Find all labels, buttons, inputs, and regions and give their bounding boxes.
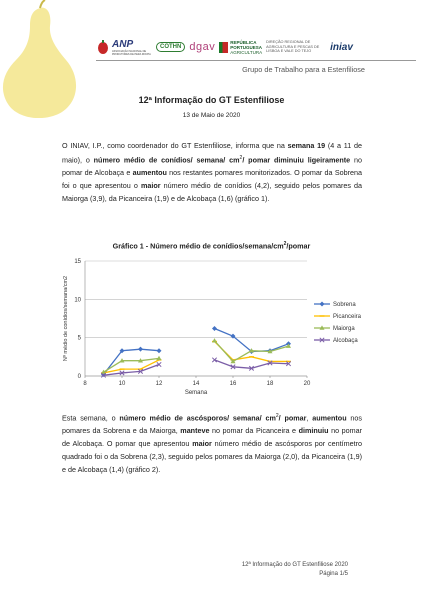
legend-item — [314, 302, 356, 309]
group-name: Grupo de Trabalho para a Estenfiliose — [242, 65, 365, 74]
anp-logo: ANP ASSOCIAÇÃO NACIONAL DE PRODUTORES DE PERA ROCHA — [96, 37, 152, 57]
x-tick-label: 8 — [83, 381, 87, 387]
y-axis-label: Nº médio de conídios/semana/cm2 — [63, 275, 69, 362]
series-line — [215, 328, 289, 351]
data-point — [157, 348, 162, 353]
x-tick-label: 16 — [229, 381, 237, 387]
data-point — [212, 338, 217, 342]
y-tick-label: 10 — [74, 297, 81, 304]
dgadr-logo: DIREÇÃO REGIONAL DE AGRICULTURA E PESCAS DE LISBOA E VALE DO TEJO — [266, 40, 320, 54]
iniav-logo: iniav — [330, 41, 353, 53]
x-tick-label: 10 — [118, 381, 126, 387]
footer-page: Página 1/5 — [319, 571, 348, 577]
series-line — [104, 365, 160, 376]
series-line — [104, 358, 160, 372]
x-tick-label: 20 — [303, 381, 311, 387]
partner-logos — [96, 36, 416, 58]
x-axis-label: Semana — [184, 390, 208, 396]
footer-title: 12ª Informação do GT Estenfiliose 2020 — [241, 562, 348, 568]
legend-label: Picanceira — [333, 314, 362, 320]
dgav-logo: dgav — [189, 41, 216, 53]
data-point — [212, 326, 217, 331]
document-date: 13 de Maio de 2020 — [182, 112, 241, 119]
conidios-line-chart — [52, 254, 372, 402]
paragraph-ascosporos: Esta semana, o número médio de ascósporos/ semana/ $cm^2/$ pomar, aumentou nos pomares da Sobrena e da Maiorga, manteve no pomar da Picanceira e diminuiu no pomar de Alcobaça. O pomar que apresentou maior número médio de ascósporos por centímetro quadrado foi o da Sobrena (2,3), seguido pelos pomares da Maiorga (2,0), da Picanceira (1,9) e de Alcobaça (1,4) (gráfico 2). — [62, 413, 362, 475]
chart-title: Gráfico 1 - Número médio de conídios/$semana/cm^2$/pomar — [112, 241, 311, 251]
legend-item — [314, 325, 355, 332]
flag-icon — [219, 42, 228, 53]
data-point — [320, 302, 325, 307]
legend-item — [314, 314, 362, 320]
cothn-logo: COTHN — [156, 37, 185, 57]
legend-label: Sobrena — [333, 302, 356, 308]
x-tick-label: 14 — [192, 381, 200, 387]
republica-portuguesa-logo: REPÚBLICA PORTUGUESA AGRICULTURA — [219, 37, 262, 57]
legend-label: Maiorga — [333, 326, 355, 332]
data-point — [138, 347, 143, 352]
y-tick-label: 5 — [77, 335, 81, 342]
legend-label: Alcobaça — [333, 338, 358, 344]
header-divider — [96, 60, 416, 61]
x-tick-label: 12 — [155, 381, 163, 387]
x-tick-label: 18 — [266, 381, 274, 387]
y-tick-label: 0 — [77, 374, 81, 380]
legend-item — [314, 338, 358, 344]
y-tick-label: 15 — [74, 259, 81, 265]
document-title: 12ª Informação do GT Estenfiliose — [138, 95, 285, 105]
series-picanceira — [101, 342, 291, 373]
paragraph-conidios: O INIAV, I.P., como coordenador do GT Estenfiliose, informa que na semana 19 (4 a 11 de maio), o número médio de conídios/ semana/ $cm^2/$ pomar diminuiu ligeiramente no pomar de Alcobaça e aumentou nos restantes pomares monitorizados. O pomar da Sobrena foi o que apresentou o maior número médio de conídios (4,2), seguido pelos pomares da Maiorga (3,9), da Picanceira (1,9) e de Alcobaça (1,6) (gráfico 1). — [62, 141, 363, 204]
anp-pear-icon — [96, 40, 110, 54]
